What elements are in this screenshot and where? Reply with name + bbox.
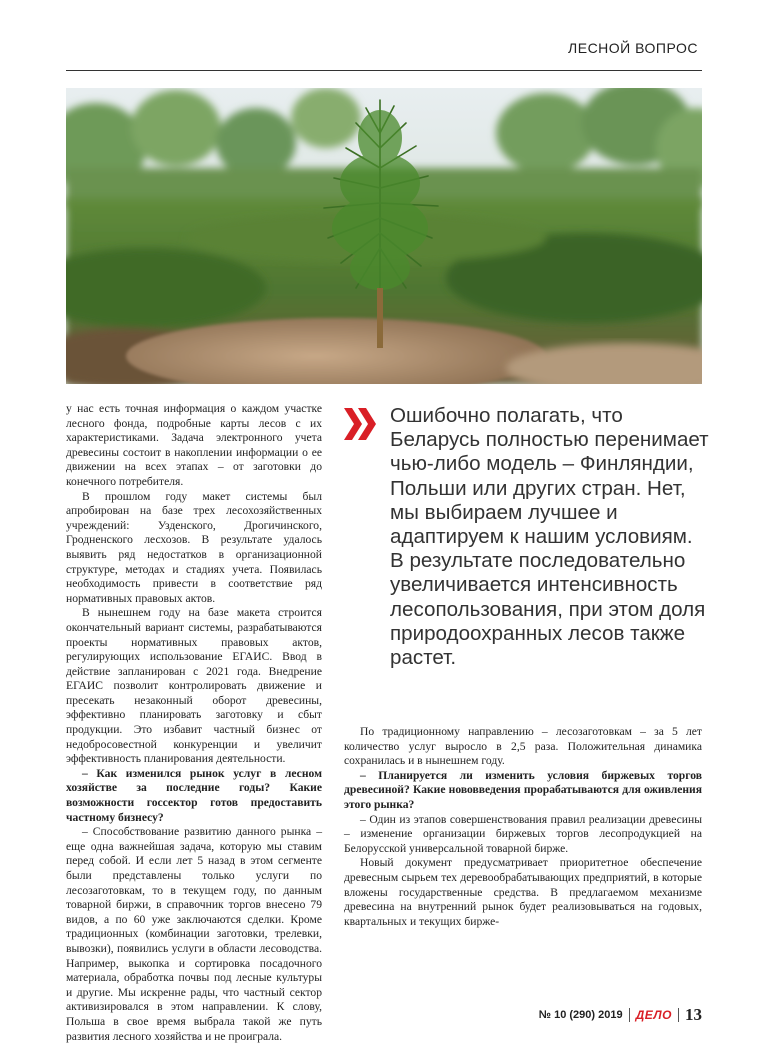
paragraph: у нас есть точная информация о каждом участке лесного фонда, подробные карты лесов с их характеристиками. Задача электронного учета древесины состоит в накоплении информации о ее движении на всех этапах – от заготовки до конечного потребителя. bbox=[66, 402, 322, 488]
header-divider bbox=[66, 70, 702, 71]
magazine-logo: ДЕЛО bbox=[635, 1008, 672, 1022]
interview-question: – Планируется ли изменить условия биржевых торгов древесиной? Какие нововведения прорабатываются для оживления этого рынка? bbox=[344, 768, 702, 811]
paragraph: В прошлом году макет системы был апробирован на базе трех лесохозяйственных учреждений: Узденского, Дрогичинского, Гродненского лесхозов. В результате удалось выявить ряд недостатков в организационной структуре, методах и стадиях учета. Появилась необходимость привести в соответствие ряд нормативных правовых актов. bbox=[66, 489, 322, 605]
paragraph: – Способствование развитию данного рынка – еще одна важнейшая задача, которую мы ставим перед собой. И если лет 5 назад в этом сегменте были представлены только услуги по лесозаготовкам, то в текущем году, по данным товарной биржи, в справочник торгов внесено 79 видов, а по 60 уже заключаются сделки. Кроме традиционных (комбинации заготовки, трелевки, вывозки), появились услуги в области лесоводства. Например, выкопка и сортировка посадочного материала, обработка почвы под лесные культуры и другие. Мы искренне рады, что частный сектор активизировался в этом направлении. К слову, Польша в свое время выбрала такой же путь развития лесного хозяйства и не проиграла. bbox=[66, 825, 322, 1043]
issue-number: № 10 (290) 2019 bbox=[538, 1009, 623, 1021]
page-footer bbox=[539, 1005, 702, 1025]
interview-question: – Как изменился рынок услуг в лесном хозяйстве за последние годы? Какие возможности госсектор готов предоставить частному бизнесу? bbox=[66, 766, 322, 824]
paragraph: По традиционному направлению – лесозаготовкам – за 5 лет количество услуг выросло в 2,5 раза. Положительная динамика сохранилась и в нынешнем году. bbox=[344, 725, 702, 768]
page-number: 13 bbox=[685, 1005, 702, 1024]
pull-quote: Ошибочно полагать, что Беларусь полностью перенимает чью-либо модель – Финляндии, Польши или других стран. Нет, мы выбираем лучшее и адаптируем к нашим условиям. В результате последовательно увеличивается интенсивность лесопользования, при этом доля природоохранных лесов также растет. bbox=[390, 404, 709, 670]
left-text-column bbox=[66, 402, 322, 1044]
right-text-column bbox=[344, 725, 702, 929]
section-title: ЛЕСНОЙ ВОПРОС bbox=[568, 40, 698, 56]
paragraph: В нынешнем году на базе макета строится окончательный вариант системы, разрабатываются проекты нормативных правовых актов, регулирующих использование ЕГАИС. Ввод в действие запланирован с 2021 года. Внедрение ЕГАИС позволит контролировать движение и пресекать незаконный оборот древесины, эффективно планировать заготовку и сбыт продукции. Это избавит частный бизнес от недобросовестной конкуренции и увеличит эффективность планирования деятельности. bbox=[66, 606, 322, 766]
paragraph: – Один из этапов совершенствования правил реализации древесины – изменение организации биржевых торгов лесопродукцией на Белорусской универсальной товарной бирже. bbox=[344, 812, 702, 855]
footer-divider bbox=[629, 1008, 630, 1022]
paragraph: Новый документ предусматривает приоритетное обеспечение древесным сырьем тех деревообрабатывающих предприятий, в которые вложены государственные средства. В предлагаемом механизме древесина на внутренний рынок будет реализовываться на годовых, квартальных и текущих бирже- bbox=[344, 856, 702, 928]
double-chevron-quote-icon bbox=[344, 408, 378, 440]
pine-sapling-photo bbox=[66, 88, 702, 384]
footer-divider bbox=[678, 1008, 679, 1022]
